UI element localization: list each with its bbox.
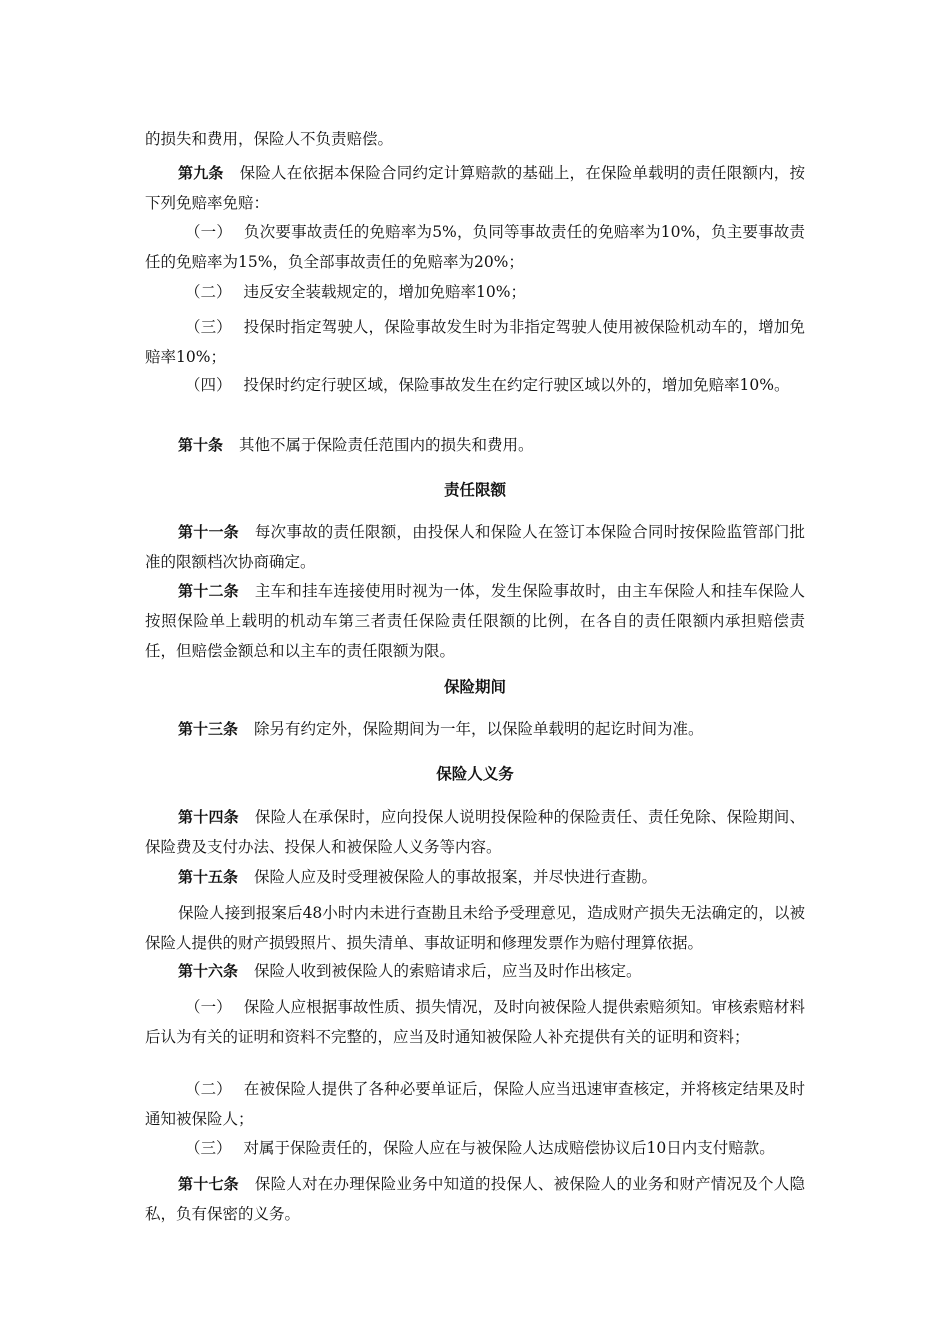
article-16	[145, 956, 805, 986]
claim-item-2	[145, 1074, 805, 1134]
section-heading-liability-limit: 责任限额	[443, 481, 506, 499]
item-text: 违反安全装载规定的，增加免赔率10%；	[243, 283, 526, 301]
article-label: 第十条	[178, 436, 224, 454]
article-text: 保险人在承保时，应向投保人说明投保险种的保险责任、责任免除、保险期间、保险费及支付办法、投保人和被保险人义务等内容。	[145, 808, 805, 856]
item-text: 负次要事故责任的免赔率为5%，负同等事故责任的免赔率为10%，负主要事故责任的免赔率为15%，负全部事故责任的免赔率为20%；	[145, 223, 805, 271]
article-11	[145, 517, 805, 577]
article-text: 主车和挂车连接使用时视为一体，发生保险事故时，由主车保险人和挂车保险人按照保险单上载明的机动车第三者责任保险责任限额的比例，在各自的责任限额内承担赔偿责任，但赔偿金额总和以主车的责任限额为限。	[145, 582, 805, 660]
item-number: （一）	[185, 998, 232, 1016]
claim-item-1	[145, 992, 805, 1052]
article-text: 每次事故的责任限额，由投保人和保险人在签订本保险合同时按保险监管部门批准的限额档次协商确定。	[145, 523, 805, 571]
paragraph-text: 保险人接到报案后48小时内未进行查勘且未给予受理意见，造成财产损失无法确定的，以被保险人提供的财产损毁照片、损失清单、事故证明和修理发票作为赔付理算依据。	[145, 904, 805, 952]
article-9	[145, 158, 805, 218]
section-heading-insurer-obligations: 保险人义务	[436, 765, 514, 783]
deductible-item-1	[145, 217, 805, 277]
article-label: 第十一条	[178, 523, 239, 541]
article-label: 第九条	[178, 164, 224, 182]
section-heading-insurance-period: 保险期间	[443, 678, 506, 696]
item-number: （三）	[185, 1139, 232, 1157]
article-label: 第十四条	[178, 808, 239, 826]
item-number: （一）	[185, 223, 233, 241]
article-text: 保险人在依据本保险合同约定计算赔款的基础上，在保险单载明的责任限额内，按下列免赔率免赔：	[145, 164, 805, 212]
paragraph-text: 的损失和费用，保险人不负责赔偿。	[145, 130, 394, 148]
article-13	[145, 714, 805, 744]
article-15-continued	[145, 898, 805, 958]
deductible-item-2	[145, 277, 805, 307]
item-number: （三）	[185, 318, 232, 336]
article-label: 第十七条	[178, 1175, 239, 1193]
item-number: （四）	[185, 376, 232, 394]
article-12	[145, 576, 805, 666]
item-number: （二）	[185, 283, 232, 301]
item-text: 投保时约定行驶区域，保险事故发生在约定行驶区域以外的，增加免赔率10%。	[243, 376, 790, 394]
article-label: 第十五条	[178, 868, 239, 886]
deductible-item-3	[145, 312, 805, 372]
paragraph-continuation	[145, 124, 805, 154]
article-text: 其他不属于保险责任范围内的损失和费用。	[239, 436, 534, 454]
article-text: 保险人对在办理保险业务中知道的投保人、被保险人的业务和财产情况及个人隐私，负有保密的义务。	[145, 1175, 805, 1223]
article-17	[145, 1169, 805, 1229]
item-text: 投保时指定驾驶人，保险事故发生时为非指定驾驶人使用被保险机动车的，增加免赔率10%；	[145, 318, 805, 366]
deductible-item-4	[145, 370, 805, 400]
item-text: 对属于保险责任的，保险人应在与被保险人达成赔偿协议后10日内支付赔款。	[243, 1139, 775, 1157]
item-text: 保险人应根据事故性质、损失情况，及时向被保险人提供索赔须知。审核索赔材料后认为有关的证明和资料不完整的，应当及时通知被保险人补充提供有关的证明和资料；	[145, 998, 805, 1046]
item-number: （二）	[185, 1080, 232, 1098]
article-15	[145, 862, 805, 892]
article-text: 除另有约定外，保险期间为一年，以保险单载明的起讫时间为准。	[254, 720, 704, 738]
article-label: 第十三条	[178, 720, 239, 738]
article-14	[145, 802, 805, 862]
article-text: 保险人收到被保险人的索赔请求后，应当及时作出核定。	[254, 962, 642, 980]
claim-item-3	[145, 1133, 805, 1163]
article-text: 保险人应及时受理被保险人的事故报案，并尽快进行查勘。	[254, 868, 658, 886]
article-10	[145, 430, 805, 460]
item-text: 在被保险人提供了各种必要单证后，保险人应当迅速审查核定，并将核定结果及时通知被保险人；	[145, 1080, 805, 1128]
article-label: 第十六条	[178, 962, 239, 980]
article-label: 第十二条	[178, 582, 239, 600]
